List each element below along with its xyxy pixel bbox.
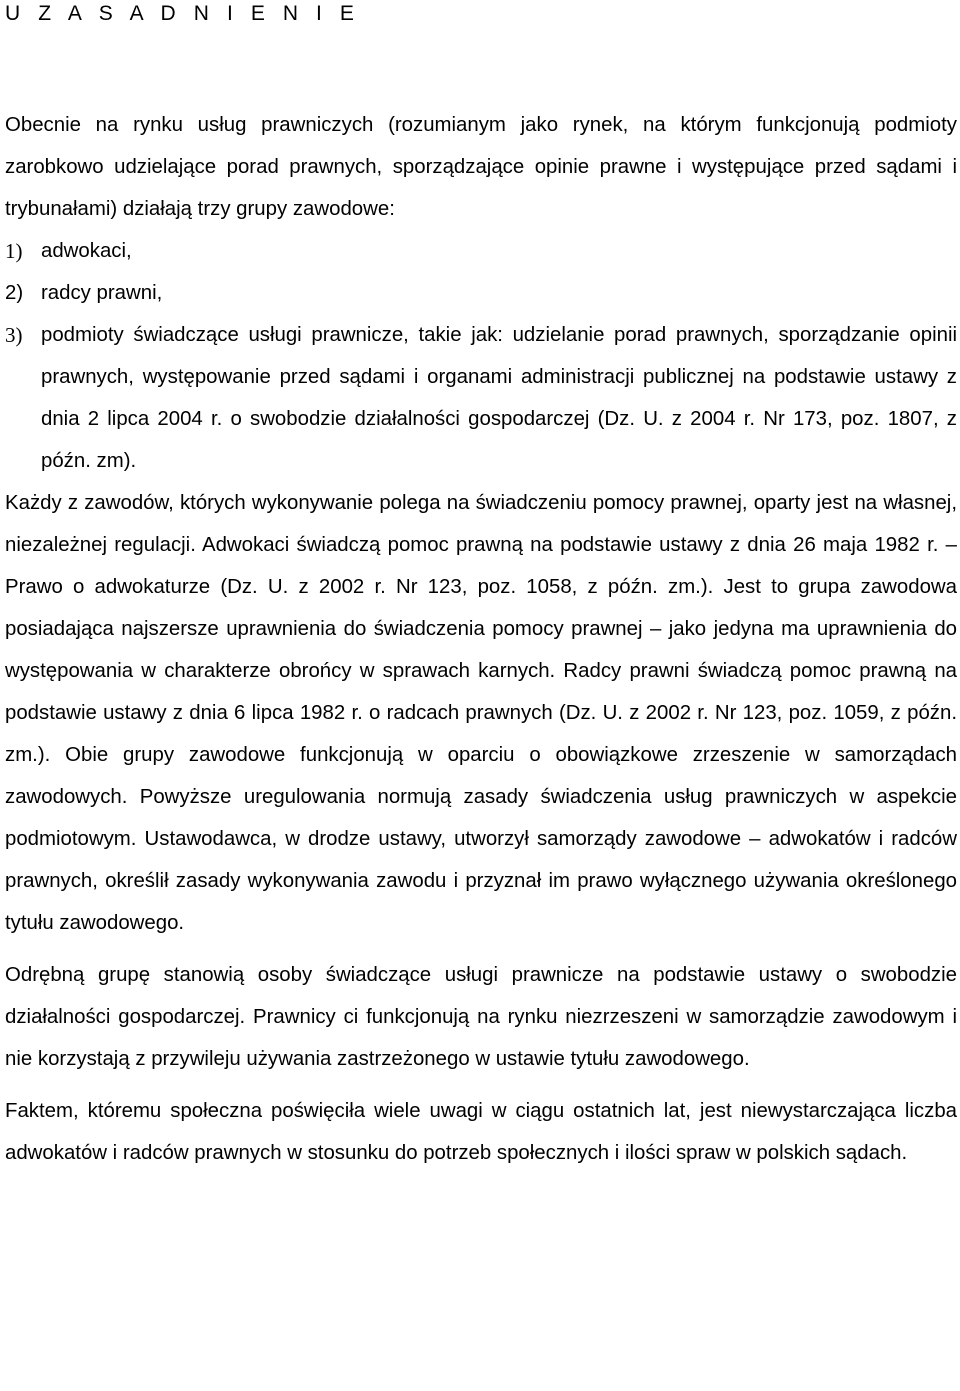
intro-paragraph: Obecnie na rynku usług prawniczych (rozumianym jako rynek, na którym funkcjonują podmioty zarobkowo udzielające porad prawnych, sporządzające opinie prawne i występujące przed sądami i trybunałami) działają trzy grupy zawodowe: [5,114,957,220]
professions-list [5,230,957,482]
document-page [5,0,957,1174]
document-heading: U Z A S A D N I E N I E [5,2,361,25]
list-item [5,230,957,272]
list-text: podmioty świadczące usługi prawnicze, takie jak: udzielanie porad prawnych, sporządzanie opinii prawnych, występowanie przed sądami i organami administracji publicznej na podstawie ustawy z dnia 2 lipca 2004 r. o swobodzie działalności gospodarczej (Dz. U. z 2004 r. Nr 173, poz. 1807, z późn. zm). [41,324,957,472]
list-item [5,314,957,482]
list-text: radcy prawni, [41,282,163,304]
list-item [5,272,957,314]
body-paragraph: Każdy z zawodów, których wykonywanie polega na świadczeniu pomocy prawnej, oparty jest na własnej, niezależnej regulacji. Adwokaci świadczą pomoc prawną na podstawie ustawy z dnia 26 maja 1982 r. – Prawo o adwokaturze (Dz. U. z 2002 r. Nr 123, poz. 1058, z późn. zm.). Jest to grupa zawodowa posiadająca najszersze uprawnienia do świadczenia pomocy prawnej – jako jedyna ma uprawnienia do występowania w charakterze obrońcy w sprawach karnych. Radcy prawni świadczą pomoc prawną na podstawie ustawy z dnia 6 lipca 1982 r. o radcach prawnych (Dz. U. z 2002 r. Nr 123, poz. 1059, z późn. zm.). Obie grupy zawodowe funkcjonują w oparciu o obowiązkowe zrzeszenie w samorządach zawodowych. Powyższe uregulowania normują zasady świadczenia usług prawniczych w aspekcie podmiotowym. Ustawodawca, w drodze ustawy, utworzył samorządy zawodowe – adwokatów i radców prawnych, określił zasady wykonywania zawodu i przyznał im prawo wyłącznego używania określonego tytułu zawodowego. [5,492,957,934]
list-number: 3) [5,323,23,347]
list-number: 1) [5,239,23,263]
list-text: adwokaci, [41,240,132,262]
list-number: 2) [5,282,24,304]
body-paragraph: Odrębną grupę stanowią osoby świadczące usługi prawnicze na podstawie ustawy o swobodzie działalności gospodarczej. Prawnicy ci funkcjonują na rynku niezrzeszeni w samorządzie zawodowym i nie korzystają z przywileju używania zastrzeżonego w ustawie tytułu zawodowego. [5,964,957,1070]
body-paragraph: Faktem, któremu społeczna poświęciła wiele uwagi w ciągu ostatnich lat, jest niewystarczająca liczba adwokatów i radców prawnych w stosunku do potrzeb społecznych i ilości spraw w polskich sądach. [5,1100,957,1164]
